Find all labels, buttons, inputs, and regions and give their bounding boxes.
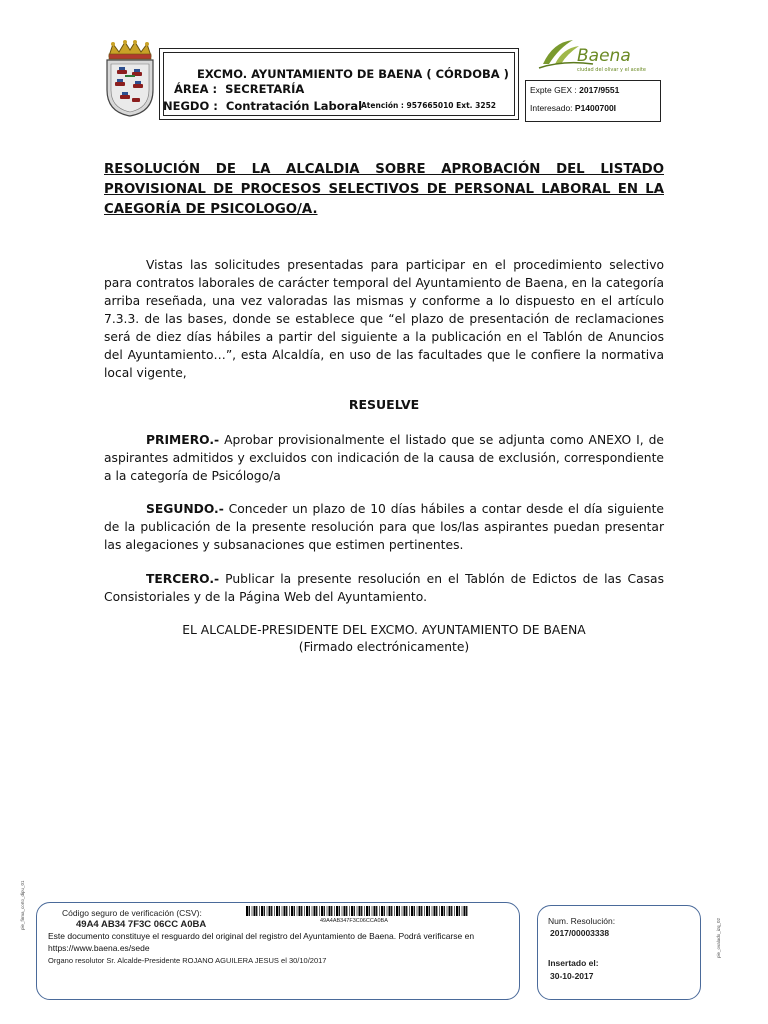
- item-text: Publicar la presente resolución en el Tablón de Edictos de las Casas Consistoriales y de la Página Web del Ayuntamiento.: [104, 572, 664, 604]
- logo-text: Baena: [577, 46, 631, 66]
- expediente-box: [525, 80, 661, 122]
- item-segundo: [104, 500, 664, 554]
- side-code-right: pie_ovalado_izq_02: [716, 917, 721, 958]
- contact-phone: Atención : 957665010 Ext. 3252: [361, 101, 497, 110]
- intro-text: Vistas las solicitudes presentadas para participar en el procedimiento selectivo para contratos laborales de carácter temporal del Ayuntamiento de Baena, en la categoría arriba reseñada, una vez valoradas las mismas y conforme a lo dispuesto en el artículo 7.3.3. de las bases, donde se establece que “el plazo de presentación de reclamaciones será de diez días hábiles a partir del siguiente a la publicación en el Tablón de Anuncios del Ayuntamiento…”, esta Alcaldía, en uso de las facultades que le confiere la normativa local vigente,: [104, 258, 664, 380]
- expte-label: Expte GEX :: [530, 85, 577, 95]
- interesado-label: Interesado:: [530, 103, 573, 113]
- coat-of-arms-icon: [103, 40, 157, 118]
- area-value: SECRETARÍA: [225, 82, 305, 96]
- area-label: ÁREA :: [174, 82, 218, 96]
- barcode-text: 49A4AB347F3C06CCA0BA: [320, 918, 388, 924]
- negdo-label: NEGDO :: [163, 99, 218, 113]
- signature-line-2: (Firmado electrónicamente): [298, 640, 470, 654]
- verification-note: Este documento constituye el resguardo del original del registro del Ayuntamiento de Baena. Podrá verificarse en https://www.baena.es/sede: [48, 931, 475, 953]
- interesado-line: [530, 103, 616, 113]
- item-primero: [104, 431, 664, 485]
- resuelve-heading: RESUELVE: [348, 397, 420, 412]
- interesado-value: P1400700I: [574, 103, 617, 113]
- insertado-label: Insertado el:: [548, 958, 599, 968]
- baena-logo-icon: [533, 34, 663, 76]
- num-resolucion-label: Num. Resolución:: [548, 916, 616, 926]
- insertado-value: 30-10-2017: [550, 971, 594, 981]
- resolution-title: RESOLUCIÓN DE LA ALCALDIA SOBRE APROBACIÓN DEL LISTADO PROVISIONAL DE PROCESOS SELECTIVOS DE PERSONAL LABORAL EN LA CAEGORÍA DE PSICOLOGO/A.: [104, 162, 664, 217]
- signature-line-1: EL ALCALDE-PRESIDENTE DEL EXCMO. AYUNTAMIENTO DE BAENA: [182, 623, 586, 637]
- barcode-icon: [246, 906, 468, 916]
- item-text: Aprobar provisionalmente el listado que se adjunta como ANEXO I, de aspirantes admitidos y excluidos con indicación de la causa de exclusión, correspondiente a la categoría de Psicólogo/a: [104, 433, 664, 483]
- institution-name: EXCMO. AYUNTAMIENTO DE BAENA ( CÓRDOBA ): [197, 67, 509, 81]
- side-code-left: pie_firma_corto_dipu_01: [20, 880, 25, 930]
- csv-value: 49A4 AB34 7F3C 06CC A0BA: [76, 919, 207, 930]
- negdo-value: Contratación Laboral: [225, 99, 363, 113]
- num-resolucion-value: 2017/00003338: [550, 928, 610, 938]
- item-label: SEGUNDO.-: [146, 502, 224, 516]
- area-line: [174, 82, 304, 96]
- item-label: TERCERO.-: [146, 572, 220, 586]
- logo-tagline: ciudad del olivar y el aceite: [577, 67, 646, 73]
- item-tercero: [104, 570, 664, 606]
- csv-label: Código seguro de verificación (CSV):: [62, 908, 202, 918]
- expte-line: [530, 85, 619, 95]
- organo-resolutor: Organo resolutor Sr. Alcalde-Presidente ROJANO AGUILERA JESUS el 30/10/2017: [48, 956, 327, 965]
- expte-value: 2017/9551: [579, 85, 620, 95]
- item-text: Conceder un plazo de 10 días hábiles a contar desde el día siguiente de la publicación de la presente resolución para que los/las aspirantes puedan presentar las alegaciones y subsanaciones que estimen pertinentes.: [104, 502, 664, 552]
- intro-paragraph: [104, 256, 664, 382]
- item-label: PRIMERO.-: [146, 433, 220, 447]
- negociado-line: [163, 99, 362, 113]
